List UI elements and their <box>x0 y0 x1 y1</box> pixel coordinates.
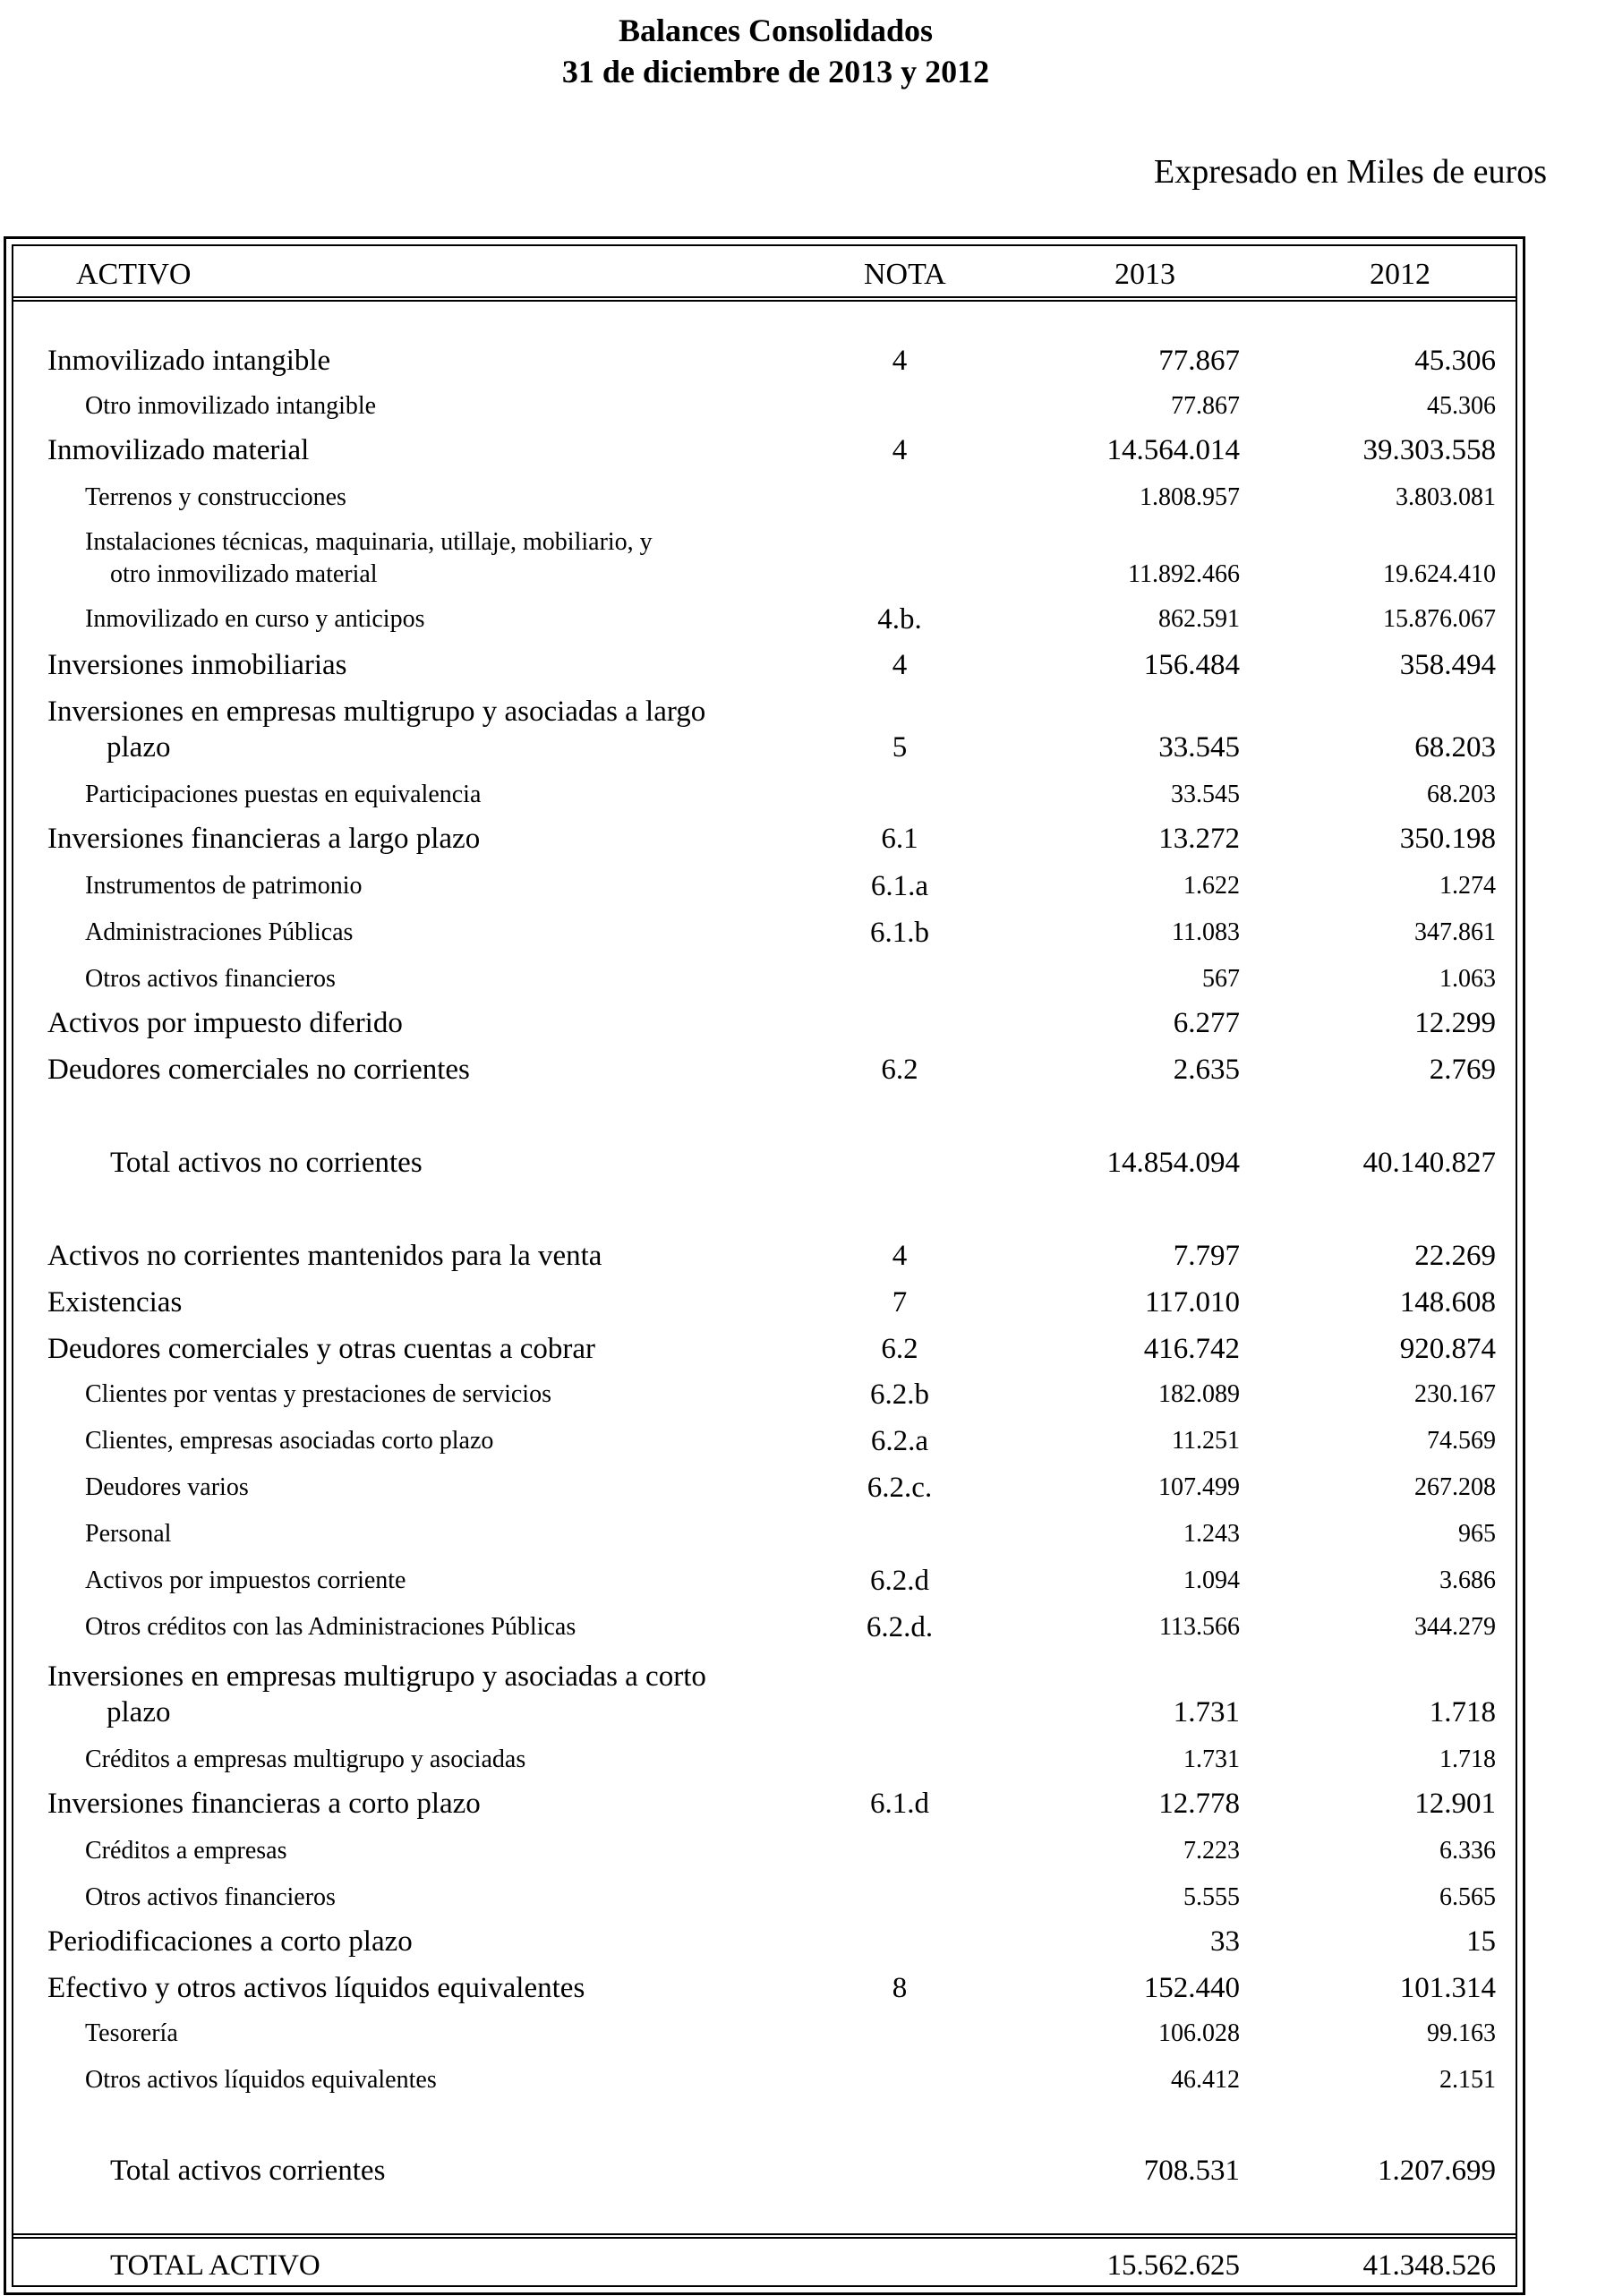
row-value-2012: 347.861 <box>1414 918 1496 946</box>
row-label: Efectivo y otros activos líquidos equivalentes <box>47 1972 585 2004</box>
row-nota: 5 <box>892 731 908 764</box>
row-value-2012: 350.198 <box>1399 823 1496 855</box>
row-label: Total activos no corrientes <box>110 1147 423 1179</box>
units-note: Expresado en Miles de euros <box>1154 153 1547 191</box>
grand-total-label: TOTAL ACTIVO <box>110 2249 320 2282</box>
row-label: Inversiones financieras a largo plazo <box>47 823 481 855</box>
row-value-2012: 68.203 <box>1427 781 1496 808</box>
row-value-2012: 1.718 <box>1429 1696 1496 1728</box>
row-value-2012: 344.279 <box>1414 1613 1496 1641</box>
grand-total-2012: 41.348.526 <box>1362 2249 1496 2282</box>
row-value-2013: 13.272 <box>1158 823 1240 855</box>
row-label: Terrenos y construcciones <box>85 483 346 511</box>
row-value-2013: 1.094 <box>1183 1566 1240 1594</box>
row-nota: 6.1.d <box>870 1788 929 1820</box>
balance-table-inner <box>12 244 1517 2287</box>
header-activo: ACTIVO <box>76 258 192 291</box>
row-value-2012: 3.686 <box>1439 1566 1496 1594</box>
row-value-2013: 1.243 <box>1183 1520 1240 1548</box>
row-value-2012: 6.565 <box>1439 1883 1496 1911</box>
row-value-2012: 12.299 <box>1414 1007 1496 1039</box>
row-value-2012: 1.063 <box>1439 965 1496 993</box>
row-label: Créditos a empresas multigrupo y asociadas <box>85 1745 526 1773</box>
row-value-2013: 77.867 <box>1171 392 1240 420</box>
row-label: Otros activos financieros <box>85 965 336 993</box>
row-label: Total activos corrientes <box>110 2155 386 2187</box>
row-label: Otros activos líquidos equivalentes <box>85 2066 437 2094</box>
row-value-2013: 77.867 <box>1158 345 1240 377</box>
grand-total-2013: 15.562.625 <box>1106 2249 1240 2282</box>
row-value-2012: 230.167 <box>1414 1380 1496 1408</box>
row-label: Activos por impuestos corriente <box>85 1566 406 1594</box>
header-divider-2 <box>13 300 1516 302</box>
row-label: Administraciones Públicas <box>85 918 354 946</box>
row-nota: 4 <box>892 1240 908 1272</box>
row-value-2013: 2.635 <box>1173 1054 1240 1086</box>
row-value-2013: 46.412 <box>1171 2066 1240 2094</box>
row-value-2012: 1.718 <box>1439 1745 1496 1773</box>
row-value-2012: 965 <box>1458 1520 1496 1548</box>
row-value-2013: 117.010 <box>1144 1286 1240 1319</box>
row-label-line2: plazo <box>107 731 171 764</box>
row-label: Inmovilizado en curso y anticipos <box>85 605 425 633</box>
row-label: Otro inmovilizado intangible <box>85 392 377 420</box>
header-divider-1 <box>13 296 1516 298</box>
row-value-2013: 11.892.466 <box>1128 560 1240 588</box>
row-label-line1: Inversiones en empresas multigrupo y asociadas a largo <box>47 696 706 728</box>
row-label: Inmovilizado material <box>47 434 310 466</box>
row-nota: 8 <box>892 1972 908 2004</box>
row-label-line1: Inversiones en empresas multigrupo y asociadas a corto <box>47 1660 706 1693</box>
row-value-2012: 2.151 <box>1439 2066 1496 2094</box>
row-value-2012: 68.203 <box>1414 731 1496 764</box>
row-label: Participaciones puestas en equivalencia <box>85 781 482 808</box>
total-divider-1 <box>13 2233 1516 2235</box>
row-value-2013: 33.545 <box>1171 781 1240 808</box>
row-value-2012: 15.876.067 <box>1383 605 1496 633</box>
row-label: Créditos a empresas <box>85 1837 287 1865</box>
row-label: Periodificaciones a corto plazo <box>47 1925 413 1958</box>
row-value-2012: 99.163 <box>1427 2019 1496 2047</box>
row-value-2013: 567 <box>1202 965 1240 993</box>
row-value-2013: 5.555 <box>1183 1883 1240 1911</box>
row-value-2012: 39.303.558 <box>1362 434 1496 466</box>
row-label-line2: otro inmovilizado material <box>110 560 378 588</box>
row-value-2012: 358.494 <box>1399 649 1496 681</box>
row-label: Personal <box>85 1520 172 1548</box>
row-nota: 6.2 <box>881 1333 918 1365</box>
row-value-2012: 45.306 <box>1414 345 1496 377</box>
row-value-2012: 1.274 <box>1439 872 1496 900</box>
row-value-2012: 101.314 <box>1399 1972 1496 2004</box>
row-value-2012: 22.269 <box>1414 1240 1496 1272</box>
row-label: Deudores comerciales no corrientes <box>47 1054 470 1086</box>
row-nota: 6.1.a <box>870 870 929 902</box>
row-value-2013: 12.778 <box>1158 1788 1240 1820</box>
total-divider-2 <box>13 2237 1516 2239</box>
row-value-2012: 12.901 <box>1414 1788 1496 1820</box>
row-nota: 6.2.b <box>870 1378 929 1411</box>
row-value-2013: 107.499 <box>1158 1473 1240 1501</box>
row-nota: 4 <box>892 434 908 466</box>
row-value-2013: 152.440 <box>1143 1972 1240 2004</box>
row-label: Activos no corrientes mantenidos para la venta <box>47 1240 602 1272</box>
row-label-line2: plazo <box>107 1696 171 1728</box>
header-2013: 2013 <box>1114 258 1175 291</box>
row-nota: 4 <box>892 649 908 681</box>
row-label: Otros activos financieros <box>85 1883 336 1911</box>
row-value-2012: 19.624.410 <box>1383 560 1496 588</box>
row-nota: 6.2.d. <box>866 1611 934 1643</box>
row-label: Instrumentos de patrimonio <box>85 872 363 900</box>
row-nota: 6.2.d <box>870 1565 929 1597</box>
row-label-line1: Instalaciones técnicas, maquinaria, utillaje, mobiliario, y <box>85 528 653 556</box>
row-label: Clientes por ventas y prestaciones de servicios <box>85 1380 551 1408</box>
row-nota: 4 <box>892 345 908 377</box>
row-value-2013: 6.277 <box>1173 1007 1240 1039</box>
row-label: Existencias <box>47 1286 183 1319</box>
row-value-2012: 6.336 <box>1439 1837 1496 1865</box>
row-value-2013: 14.854.094 <box>1106 1147 1240 1179</box>
row-value-2013: 156.484 <box>1143 649 1240 681</box>
row-label: Tesorería <box>85 2019 178 2047</box>
row-label: Activos por impuesto diferido <box>47 1007 403 1039</box>
row-nota: 6.1 <box>881 823 918 855</box>
row-value-2013: 33.545 <box>1158 731 1240 764</box>
row-value-2013: 416.742 <box>1143 1333 1240 1365</box>
row-value-2012: 920.874 <box>1399 1333 1496 1365</box>
row-label: Otros créditos con las Administraciones Públicas <box>85 1613 576 1641</box>
row-value-2013: 113.566 <box>1159 1613 1240 1641</box>
header-2012: 2012 <box>1370 258 1430 291</box>
row-label: Inversiones inmobiliarias <box>47 649 347 681</box>
row-label: Inmovilizado intangible <box>47 345 331 377</box>
row-value-2012: 1.207.699 <box>1378 2155 1496 2187</box>
row-label: Deudores comerciales y otras cuentas a cobrar <box>47 1333 596 1365</box>
row-nota: 7 <box>892 1286 908 1319</box>
header-nota: NOTA <box>864 258 946 291</box>
document-subtitle: 31 de diciembre de 2013 y 2012 <box>561 54 990 90</box>
row-label: Clientes, empresas asociadas corto plazo <box>85 1427 494 1455</box>
row-value-2012: 3.803.081 <box>1396 483 1496 511</box>
row-nota: 6.1.b <box>870 917 929 949</box>
row-value-2012: 2.769 <box>1429 1054 1496 1086</box>
row-value-2013: 182.089 <box>1158 1380 1240 1408</box>
row-nota: 6.2.a <box>870 1425 929 1457</box>
balance-table <box>4 236 1525 2295</box>
row-value-2013: 7.797 <box>1173 1240 1240 1272</box>
row-value-2013: 11.083 <box>1172 918 1240 946</box>
row-value-2013: 106.028 <box>1158 2019 1240 2047</box>
row-value-2013: 1.731 <box>1173 1696 1240 1728</box>
row-value-2013: 1.808.957 <box>1140 483 1240 511</box>
row-value-2012: 45.306 <box>1427 392 1496 420</box>
row-value-2012: 267.208 <box>1414 1473 1496 1501</box>
row-value-2012: 15 <box>1466 1925 1496 1958</box>
row-value-2013: 1.622 <box>1183 872 1240 900</box>
row-label: Deudores varios <box>85 1473 249 1501</box>
row-value-2012: 148.608 <box>1399 1286 1496 1319</box>
row-nota: 4.b. <box>877 603 922 636</box>
row-value-2013: 33 <box>1210 1925 1240 1958</box>
row-value-2013: 708.531 <box>1143 2155 1240 2187</box>
row-value-2013: 862.591 <box>1158 605 1240 633</box>
document-title: Balances Consolidados <box>618 13 934 48</box>
row-value-2013: 14.564.014 <box>1106 434 1240 466</box>
row-value-2012: 74.569 <box>1427 1427 1496 1455</box>
row-value-2012: 40.140.827 <box>1362 1147 1496 1179</box>
row-value-2013: 7.223 <box>1183 1837 1240 1865</box>
row-label: Inversiones financieras a corto plazo <box>47 1788 481 1820</box>
row-value-2013: 1.731 <box>1183 1745 1240 1773</box>
row-nota: 6.2.c. <box>867 1472 933 1504</box>
row-value-2013: 11.251 <box>1172 1427 1240 1455</box>
row-nota: 6.2 <box>881 1054 918 1086</box>
